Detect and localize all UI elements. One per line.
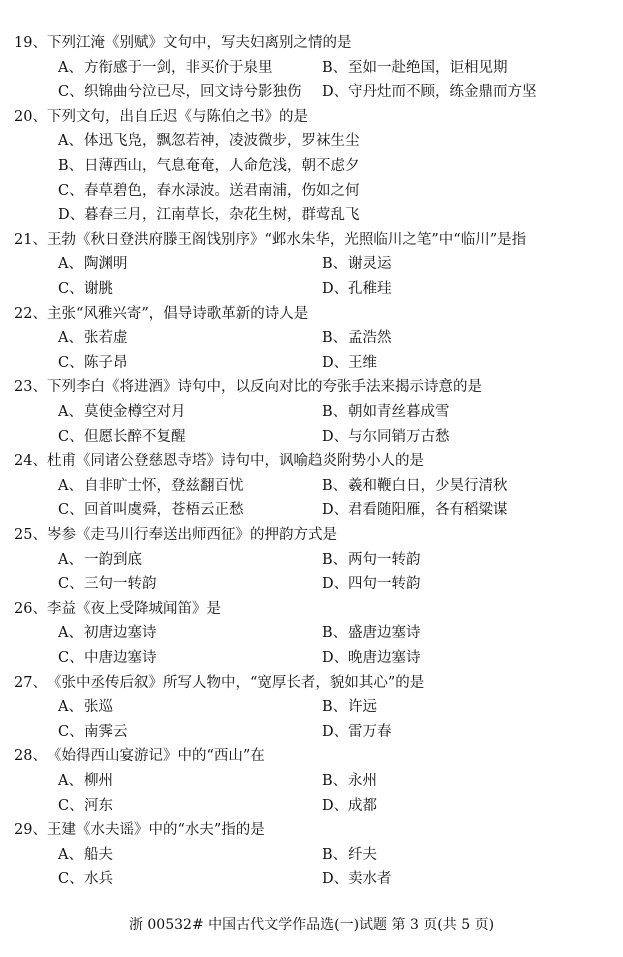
question-number: 28、 xyxy=(14,748,47,765)
option-label: D、 xyxy=(322,280,349,297)
question-25 xyxy=(14,523,614,597)
question-23 xyxy=(14,375,614,449)
option-text: 朝如青丝暮成雪 xyxy=(348,403,450,420)
question-number: 26、 xyxy=(14,600,47,617)
option-text: 晚唐边塞诗 xyxy=(348,649,421,666)
option-text: 方衔感于一剑，非买价于泉里 xyxy=(84,59,273,76)
option-label: C、 xyxy=(58,354,84,371)
option-a xyxy=(58,621,157,646)
option-text: 自非旷士怀，登兹翻百忧 xyxy=(84,477,244,494)
option-a xyxy=(58,326,128,351)
option-a xyxy=(58,56,273,81)
question-27 xyxy=(14,671,614,745)
option-label: C、 xyxy=(58,502,84,519)
question-number: 20、 xyxy=(14,108,47,125)
option-label: B、 xyxy=(322,625,348,642)
option-a xyxy=(58,843,113,868)
option-c xyxy=(58,646,157,671)
option-c xyxy=(58,179,360,204)
question-number: 24、 xyxy=(14,453,47,470)
question-text: 杜甫《同诸公登慈恩寺塔》诗句中，讽喻趋炎附势小人的是 xyxy=(46,453,424,470)
option-label: A、 xyxy=(58,699,83,716)
option-text: 陈子昂 xyxy=(84,354,128,371)
option-label: D、 xyxy=(58,207,85,224)
question-text: 主张“风雅兴寄”，倡导诗歌革新的诗人是 xyxy=(46,305,309,322)
question-stem xyxy=(14,818,614,843)
option-d xyxy=(322,351,377,376)
option-text: 初唐边塞诗 xyxy=(84,625,157,642)
page-footer: 浙 00532# 中国古代文学作品选(一)试题 第 3 页(共 5 页) xyxy=(128,917,495,933)
option-text: 日薄西山，气息奄奄，人命危浅，朝不虑夕 xyxy=(84,157,360,174)
option-text: 船夫 xyxy=(84,846,113,863)
question-21 xyxy=(14,228,614,302)
option-b xyxy=(322,843,377,868)
option-text: 中唐边塞诗 xyxy=(84,649,157,666)
option-a xyxy=(58,474,244,499)
option-label: D、 xyxy=(322,723,349,740)
option-c xyxy=(58,867,113,892)
question-stem xyxy=(14,302,614,327)
question-stem xyxy=(14,228,614,253)
option-label: B、 xyxy=(322,59,348,76)
option-label: D、 xyxy=(322,649,349,666)
option-b xyxy=(322,474,508,499)
option-c xyxy=(58,572,157,597)
option-text: 三句一转韵 xyxy=(84,576,157,593)
option-c xyxy=(58,351,128,376)
option-text: 许远 xyxy=(348,699,377,716)
option-text: 回首叫虞舜，苍梧云正愁 xyxy=(84,502,244,519)
option-text: 莫使金樽空对月 xyxy=(84,403,186,420)
option-b xyxy=(322,695,377,720)
option-label: C、 xyxy=(58,723,84,740)
option-b xyxy=(58,154,360,179)
question-text: 李益《夜上受降城闻笛》是 xyxy=(46,600,221,617)
question-stem xyxy=(14,449,614,474)
question-stem xyxy=(14,375,614,400)
option-text: 雷万春 xyxy=(348,723,392,740)
option-text: 体迅飞凫，飘忽若神，凌波微步，罗袜生尘 xyxy=(84,133,360,150)
question-number: 19、 xyxy=(14,35,47,51)
option-label: B、 xyxy=(322,846,348,863)
question-text: 下列江淹《别赋》文句中，写夫妇离别之情的是 xyxy=(46,35,352,51)
option-text: 但愿长醉不复醒 xyxy=(84,428,186,445)
option-text: 暮春三月，江南草长，杂花生树，群莺乱飞 xyxy=(84,207,360,224)
question-20 xyxy=(14,105,614,228)
question-text: 王建《水夫谣》中的“水夫”指的是 xyxy=(46,822,265,839)
question-19 xyxy=(14,31,614,105)
option-label: D、 xyxy=(322,871,349,888)
option-text: 张巡 xyxy=(84,699,113,716)
option-a xyxy=(58,129,360,154)
option-label: B、 xyxy=(322,699,348,716)
question-stem xyxy=(14,597,614,622)
option-text: 孟浩然 xyxy=(348,330,392,347)
option-b xyxy=(322,252,392,277)
question-text: 《张中丞传后叙》所写人物中，“宽厚长者，貌如其心”的是 xyxy=(46,674,425,691)
option-label: B、 xyxy=(322,772,348,789)
option-label: C、 xyxy=(58,84,84,101)
question-28 xyxy=(14,744,614,818)
question-stem xyxy=(14,671,614,696)
option-text: 谢朓 xyxy=(84,280,113,297)
option-a xyxy=(58,548,142,573)
option-label: A、 xyxy=(58,133,83,150)
option-text: 陶渊明 xyxy=(84,256,128,273)
option-c xyxy=(58,277,113,302)
option-d xyxy=(322,720,392,745)
option-label: C、 xyxy=(58,649,84,666)
question-text: 下列文句，出自丘迟《与陈伯之书》的是 xyxy=(46,108,308,125)
question-number: 23、 xyxy=(14,379,47,396)
question-24 xyxy=(14,449,614,523)
option-b xyxy=(322,326,392,351)
option-label: A、 xyxy=(58,551,83,568)
option-text: 一韵到底 xyxy=(84,551,142,568)
option-d xyxy=(322,572,421,597)
option-b xyxy=(322,548,421,573)
option-text: 永州 xyxy=(348,772,377,789)
question-stem xyxy=(14,744,614,769)
question-text: 《始得西山宴游记》中的“西山”在 xyxy=(46,748,265,765)
option-d xyxy=(322,277,392,302)
option-b xyxy=(322,769,377,794)
option-text: 柳州 xyxy=(84,772,113,789)
option-label: A、 xyxy=(58,59,83,76)
option-text: 盛唐边塞诗 xyxy=(348,625,421,642)
option-text: 纤夫 xyxy=(348,846,377,863)
question-stem xyxy=(14,31,614,56)
option-label: C、 xyxy=(58,280,84,297)
option-label: D、 xyxy=(322,576,349,593)
option-text: 河东 xyxy=(84,797,113,814)
option-text: 南霁云 xyxy=(84,723,128,740)
option-b xyxy=(322,56,508,81)
option-c xyxy=(58,80,302,105)
question-number: 22、 xyxy=(14,305,47,322)
question-number: 21、 xyxy=(14,231,47,248)
option-d xyxy=(322,867,392,892)
option-d xyxy=(322,498,508,523)
option-label: D、 xyxy=(322,84,349,101)
option-text: 水兵 xyxy=(84,871,113,888)
option-c xyxy=(58,425,186,450)
option-text: 守丹灶而不顾，练金鼎而方坚 xyxy=(348,84,537,101)
option-label: B、 xyxy=(322,403,348,420)
option-label: D、 xyxy=(322,797,349,814)
option-text: 春草碧色，春水渌波。送君南浦，伤如之何 xyxy=(84,182,360,199)
option-label: C、 xyxy=(58,576,84,593)
option-text: 至如一赴绝国，讵相见期 xyxy=(348,59,508,76)
option-label: B、 xyxy=(322,477,348,494)
option-label: A、 xyxy=(58,477,83,494)
option-label: C、 xyxy=(58,797,84,814)
option-b xyxy=(322,621,421,646)
option-text: 织锦曲兮泣已尽，回文诗兮影独伤 xyxy=(84,84,302,101)
option-d xyxy=(322,646,421,671)
question-text: 下列李白《将进酒》诗句中，以反向对比的夸张手法来揭示诗意的是 xyxy=(46,379,482,396)
option-label: D、 xyxy=(322,428,349,445)
question-29 xyxy=(14,818,614,892)
option-text: 与尔同销万古愁 xyxy=(348,428,450,445)
option-c xyxy=(58,720,128,745)
option-label: A、 xyxy=(58,772,83,789)
option-text: 成都 xyxy=(348,797,377,814)
option-label: C、 xyxy=(58,428,84,445)
option-label: A、 xyxy=(58,256,83,273)
option-a xyxy=(58,769,113,794)
option-label: B、 xyxy=(322,256,348,273)
option-label: C、 xyxy=(58,182,84,199)
option-a xyxy=(58,252,128,277)
question-number: 29、 xyxy=(14,822,47,839)
option-label: D、 xyxy=(322,354,349,371)
option-c xyxy=(58,794,113,819)
option-label: A、 xyxy=(58,403,83,420)
option-label: B、 xyxy=(322,551,348,568)
option-a xyxy=(58,400,186,425)
option-a xyxy=(58,695,113,720)
option-text: 四句一转韵 xyxy=(348,576,421,593)
option-label: A、 xyxy=(58,330,83,347)
option-text: 谢灵运 xyxy=(348,256,392,273)
option-label: B、 xyxy=(58,157,84,174)
option-label: D、 xyxy=(322,502,349,519)
option-label: A、 xyxy=(58,846,83,863)
option-label: A、 xyxy=(58,625,83,642)
question-text: 王勃《秋日登洪府滕王阁饯别序》“邺水朱华，光照临川之笔”中“临川”是指 xyxy=(46,231,527,248)
option-text: 两句一转韵 xyxy=(348,551,421,568)
option-d xyxy=(322,425,450,450)
option-text: 张若虚 xyxy=(84,330,128,347)
option-b xyxy=(322,400,450,425)
option-d xyxy=(58,203,360,228)
question-22 xyxy=(14,302,614,376)
question-26 xyxy=(14,597,614,671)
question-stem xyxy=(14,105,614,130)
question-number: 27、 xyxy=(14,674,47,691)
option-label: B、 xyxy=(322,330,348,347)
option-label: C、 xyxy=(58,871,84,888)
option-d xyxy=(322,794,377,819)
option-c xyxy=(58,498,244,523)
question-stem xyxy=(14,523,614,548)
option-text: 孔稚珪 xyxy=(348,280,392,297)
question-text: 岑参《走马川行奉送出师西征》的押韵方式是 xyxy=(46,527,337,543)
option-text: 羲和鞭白日，少昊行清秋 xyxy=(348,477,508,494)
question-number: 25、 xyxy=(14,527,47,543)
option-text: 卖水者 xyxy=(348,871,392,888)
option-text: 君看随阳雁，各有稻粱谋 xyxy=(348,502,508,519)
option-text: 王维 xyxy=(348,354,377,371)
option-d xyxy=(322,80,537,105)
